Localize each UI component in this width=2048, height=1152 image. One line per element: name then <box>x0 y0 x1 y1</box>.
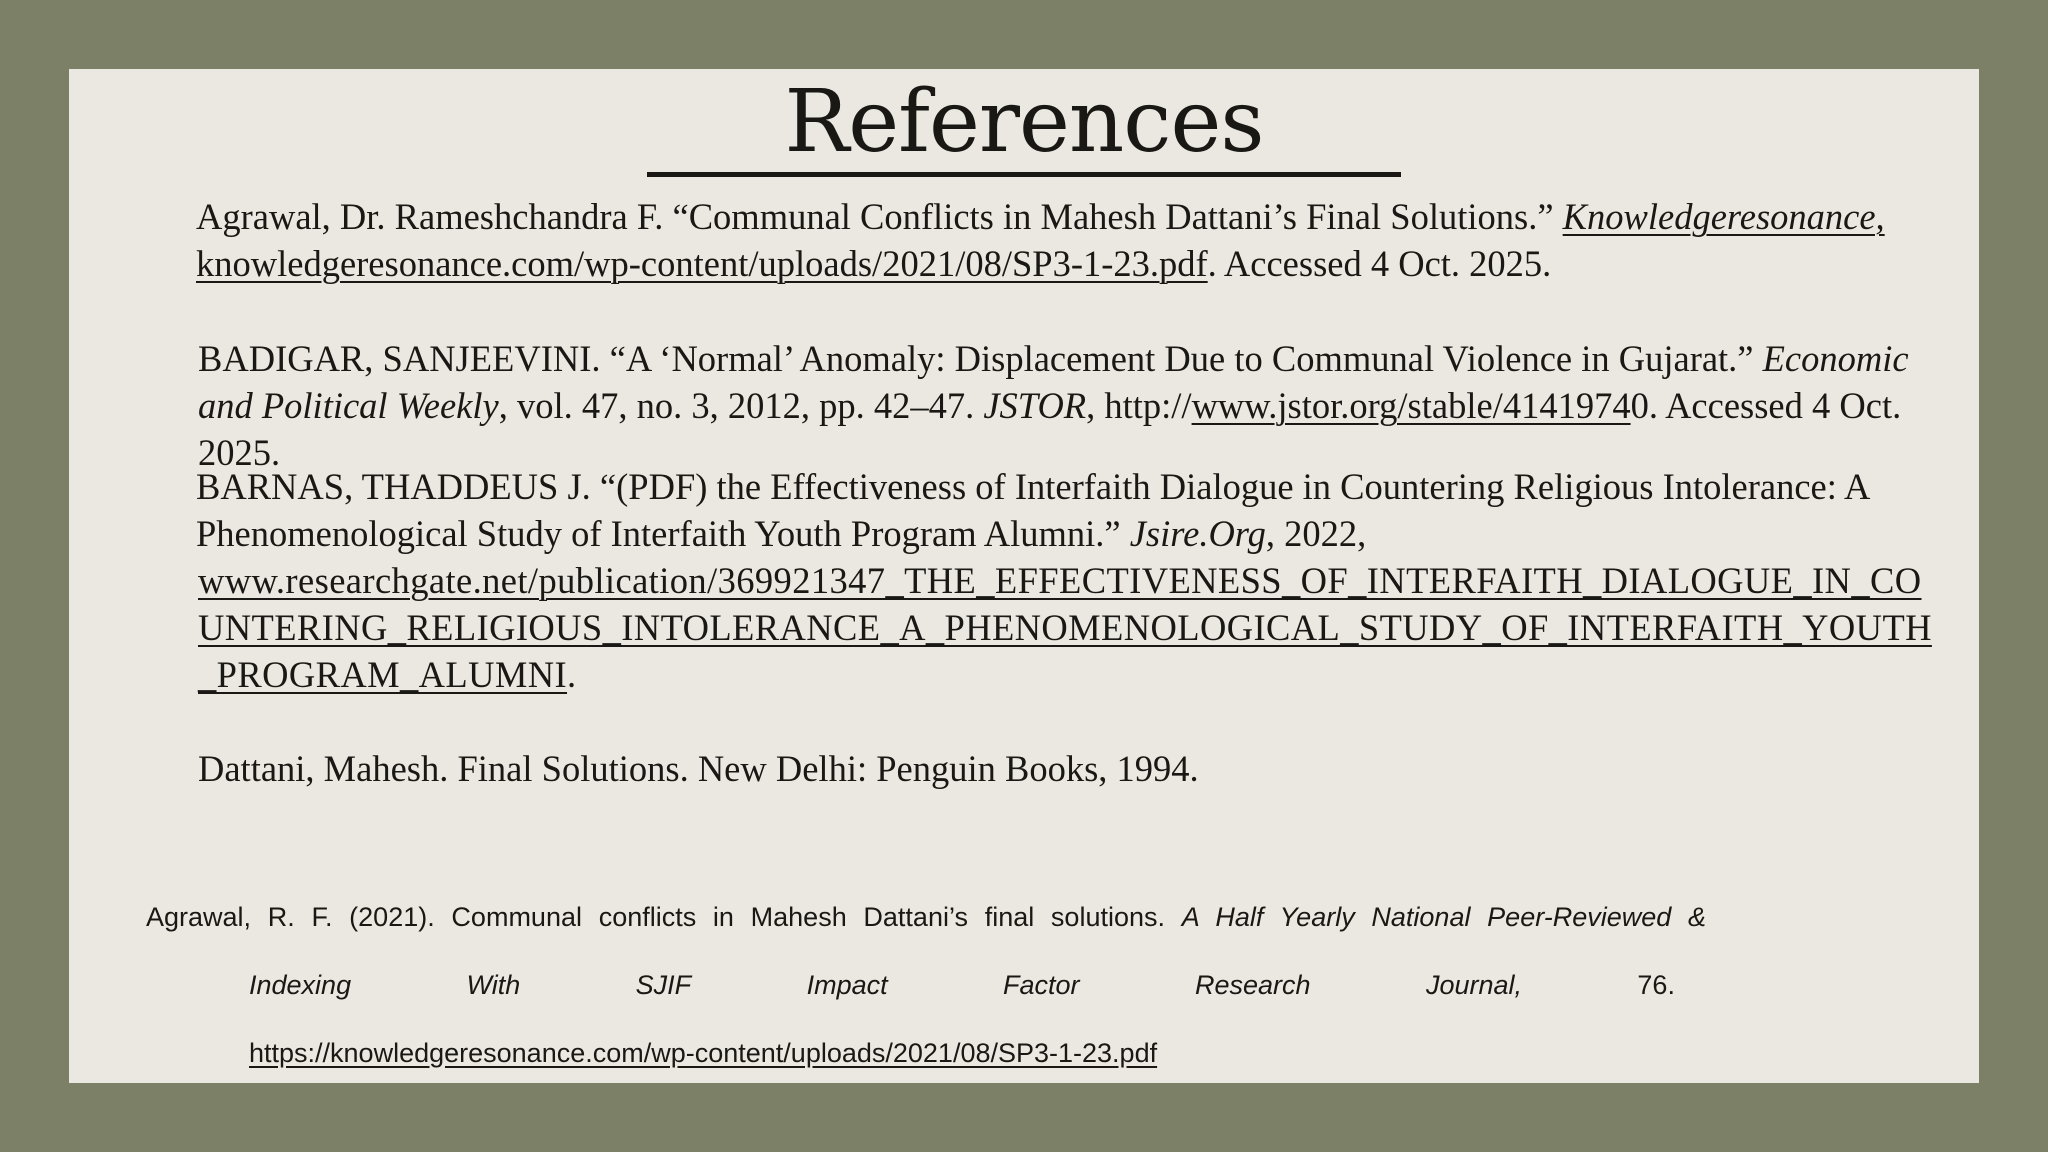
reference-badigar-accessed: 0. Accessed 4 Oct. 2025. <box>198 385 1902 473</box>
reference-dattani-text: Dattani, Mahesh. Final Solutions. New Delhi: Penguin Books, 1994. <box>198 748 1199 789</box>
reference-agrawal-journal: Knowledgeresonance, <box>1562 196 1885 237</box>
reference-agrawal-text: Agrawal, Dr. Rameshchandra F. “Communal Conflicts in Mahesh Dattani’s Final Solutions.” <box>196 196 1563 237</box>
reference-badigar-http: , http:// <box>1086 385 1192 426</box>
apa-citation-journal: A Half Yearly National Peer-Reviewed & <box>1181 902 1706 932</box>
apa-journal-word: Research <box>1194 970 1311 1000</box>
reference-agrawal-link[interactable]: knowledgeresonance.com/wp-content/uploads/2021/08/SP3-1-23.pdf <box>196 243 1208 284</box>
apa-journal-word-last <box>1426 965 1522 1005</box>
apa-journal-word: SJIF <box>635 970 692 1000</box>
reference-badigar <box>198 335 1928 476</box>
apa-journal-word: Factor <box>1003 970 1080 1000</box>
reference-barnas-site: Jsire.Org <box>1129 513 1266 554</box>
reference-dattani <box>198 745 1928 792</box>
reference-badigar-volume: , vol. 47, no. 3, 2012, pp. 42–47. <box>498 385 984 426</box>
apa-citation-page: 76. <box>1637 970 1675 1000</box>
reference-agrawal-accessed: . Accessed 4 Oct. 2025. <box>1207 243 1552 284</box>
apa-citation-line-1 <box>146 897 1706 937</box>
reference-badigar-link[interactable]: www.jstor.org/stable/4141974 <box>1191 385 1631 426</box>
reference-badigar-journal: Economic and Political Weekly <box>198 338 1909 426</box>
reference-barnas-link[interactable]: www.researchgate.net/publication/369921347_THE_EFFECTIVENESS_OF_INTERFAITH_DIALOGUE_IN_COUNTERING_RELIGIOUS_INTOLERANCE_A_PHENOMENOLOGICAL_STUDY_OF_INTERFAITH_YOUTH_PROGRAM_ALUMNI <box>198 560 1932 695</box>
reference-barnas-text: BARNAS, THADDEUS J. “(PDF) the Effectiveness of Interfaith Dialogue in Countering Religious Intolerance: A Phenomenological Study of Interfaith Youth Program Alumni.” <box>196 466 1869 554</box>
apa-citation-text: Agrawal, R. F. (2021). Communal conflicts in Mahesh Dattani’s final solutions. <box>146 902 1182 932</box>
apa-citation-line-2 <box>249 965 1675 1005</box>
reference-barnas <box>196 463 1948 698</box>
apa-citation-link[interactable]: https://knowledgeresonance.com/wp-content/uploads/2021/08/SP3-1-23.pdf <box>249 1038 1158 1068</box>
reference-barnas-url-block <box>196 557 1948 698</box>
apa-journal-word: With <box>466 970 521 1000</box>
reference-barnas-year: , 2022, <box>1265 513 1367 554</box>
apa-journal-name-end: Journal, <box>1425 970 1522 1000</box>
reference-agrawal <box>196 193 1926 287</box>
apa-citation-line-3 <box>249 1033 1157 1073</box>
reference-badigar-database: JSTOR <box>983 385 1087 426</box>
reference-barnas-end: . <box>567 654 577 695</box>
title-underline <box>647 172 1401 177</box>
reference-badigar-text: BADIGAR, SANJEEVINI. “A ‘Normal’ Anomaly: Displacement Due to Communal Violence in Gujarat.” <box>198 338 1763 379</box>
apa-journal-word: Indexing <box>249 970 352 1000</box>
apa-journal-word: Impact <box>806 970 888 1000</box>
page-title: References <box>784 72 1264 172</box>
